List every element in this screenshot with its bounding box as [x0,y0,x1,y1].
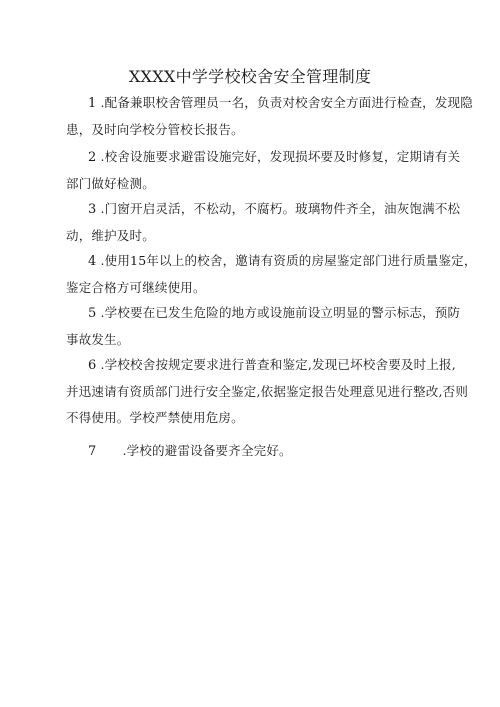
rule-number: 6 [88,358,97,373]
rule-text: 事故发生。 [66,332,130,347]
rule-item-1 [66,90,473,143]
rule-text: .配备兼职校舍管理员一名，负责对校舍安全方面进行检查，发现隐 [100,95,473,110]
rule-item-5 [66,300,461,353]
rule-text: .使用15年以上的校舍，邀请有资质的房屋鉴定部门进行质量鉴定， [100,253,477,268]
rule-text: .学校校舍按规定要求进行普查和鉴定,发现已坏校舍要及时上报, [100,357,456,372]
rule-text: .学校要在已发生危险的地方或设施前设立明显的警示标志，预防 [100,305,461,320]
rule-number: 2 [88,150,97,165]
rule-text: 动，维护及时。 [66,228,155,243]
document-title: XXXX中学学校校舍安全管理制度 [128,67,372,86]
rule-number: 4 [88,254,97,269]
rule-text: 患，及时向学校分管校长报告。 [66,122,244,137]
rule-number: 7 [88,444,97,459]
rule-text: 并迅速请有资质部门进行安全鉴定,依据鉴定报告处理意见进行整改,否则 [66,384,469,399]
rule-item-4 [66,248,477,301]
rule-item-3 [66,196,461,249]
rule-number: 1 [88,96,97,111]
rule-text: 不得使用。学校严禁使用危房。 [66,410,244,425]
rule-text: .门窗开启灵活，不松动，不腐朽。玻璃物件齐全，油灰饱满不松 [100,201,461,216]
rule-text: 部门做好检测。 [66,176,155,191]
rule-text: .学校的避雷设备要齐全完好。 [122,443,292,458]
rule-number: 3 [88,202,97,217]
rule-item-2 [66,144,461,197]
rule-item-7 [88,438,428,465]
rule-text: 鉴定合格方可继续使用。 [66,280,206,295]
rule-item-6 [66,352,469,431]
rule-text: .校舍设施要求避雷设施完好，发现损坏要及时修复，定期请有关 [100,149,461,164]
rule-number: 5 [88,306,97,321]
